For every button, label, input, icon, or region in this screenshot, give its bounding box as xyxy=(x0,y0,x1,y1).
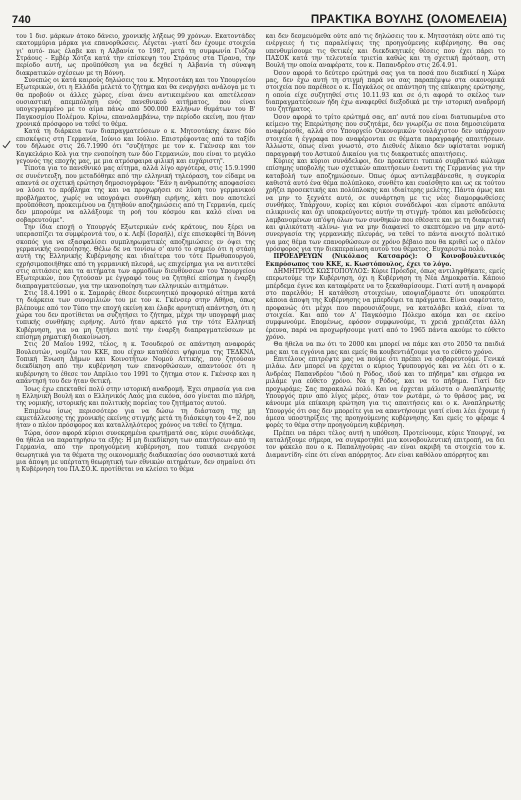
paragraph: Όσον αφορά το τρίτο ερώτημά σας, απ' αυτά που είναι διατυπωμένα στο κείμενο της Επερώτησης που συζητάμε, δεν γνωρίζω σε ποια δημοσιεύματα αναφέρεσθε, αλλά στο Υπουργείο Οικονομικών τουλάχιστον δεν υπάρχουν στοιχεία ή έγγραφα που αναφέρονται σε θέματα παραγραφής απαιτήσεων. Άλλωστε, όπως είναι γνωστό, στο Διεθνές Δίκαιο δεν υφίσταται νομική παραγραφή του Αστικού Δικαίου για τις διακρατικές απαιτήσεις. xyxy=(265,113,505,158)
page-header xyxy=(12,9,507,27)
paragraph: Θα ήθελα να πω ότι το 2000 και μπορεί να πάμε και στο 2050 τα παιδιά μας και τα εγγόνια μας και εμείς θα κουβεντιάζουμε για το εύθετο χρόνο. xyxy=(265,341,505,356)
right-column xyxy=(266,33,506,786)
paragraph: Στις 20 Μαΐου 1992, τέλος, η κ. Τσουδερού σε απάντηση αναφοράς Βουλευτών, νομίζω του ΚΚΕ, που είχαν καταθέσει ψήφισμα της ΤΕΔΚΝΑ, Τοπική Ένωση Δήμων και Κοινοτήτων Νομού Αττικής, που ζητούσαν διεκδίκηση από την κυβέρνηση των επανορθώσεων, απαντούσε ότι η κυβέρνηση το έθεσε τον Απρίλιο του 1991 το ζήτημα στον κ. Γκένσερ και η απάντησή του δεν ήταν θετική. xyxy=(16,341,256,386)
paragraph: Τίποτα για το πανεθνικό μας αίτημα, αλλά λίγο αργότερα, στις 15.9.1990 σε συνέντευξη, που μεταδόθηκε από την ελληνική τηλεόραση, τον είδαμε να απαντά σε σχετική ερώτηση δημοσιογράφου: "Εάν η ανθρωπότης αποφασίσει να λύσει το πρόβλημα της και να προχωρήσει σε λύση του γερμανικού προβλήματος, χωρίς να υπογράψει συνθήκη ειρήνης, κάτι που αποτελεί προϋπόθεση, προκειμένου να ζητηθούν αποζημιώσεις από τη Γερμανία, εμείς δεν μπορούμε να αλλάξουμε τη ροή του κόσμου και καλό είναι να σοβαρευτούμε". xyxy=(16,165,256,224)
page-title: ΠΡΑΚΤΙΚΑ ΒΟΥΛΗΣ (ΟΛΟΜΕΛΕΙΑ) xyxy=(310,14,507,26)
speaker-paragraph: ΠΡΟΕΔΡΕΥΩΝ (Νικόλαος Κατσαρός): Ο Κοινοβουλευτικός Εκπρόσωπος του ΚΚΕ, κ. Κωστόπουλος, έχει το λόγο. xyxy=(265,253,505,268)
paragraph: Συνεπώς οι κατά καιρούς δηλώσεις του κ. Μητσοτάκη και του Υπουργείου Εξωτερικών, ότι η Ελλάδα μελετά το ζήτημα και θα ενεργήσει ανάλογα με τι θα προβούν οι άλλες χώρες, είναι άνευ αντικειμένου και απετέλεσαν ουσιαστική απεμπόληση ενός πανεθνικού αιτήματος, που είναι υπογεγραμμένο με το αίμα πάνω από 500.000 Ελλήνων θυμάτων του Β' Παγκοσμίου Πολέμου. Κρίνω, επαναλαμβάνω, την περίοδο εκείνη, που ήταν χρονικά πρόσφορο να τεθεί το θέμα. xyxy=(16,77,256,129)
paragraph: Όσον αφορά το δεύτερο ερώτημά σας για τα ποσά που διεκδικεί η Χώρα μας, δεν έχω αυτή τη στιγμή παρά να σας παραπέμψω στα οικονομικά στοιχεία που παρέθεσε ο κ. Παγκάλος σε απάντηση της επίκαιρης ερώτησης, η οποία είχε συζητηθεί στις 10.11.93 και σε ό,τι αφορά το σκέλος των διαπραγματεύσεων ήδη έχω αναφερθεί διεξοδικά με την ιστορική αναδρομή του ζητήματος. xyxy=(265,69,505,114)
paragraph: του 1 δισ. μάρκων άτοκο δάνειο, χρονικής λήξεως 99 χρόνων. Εκατοντάδες εκατομμύρια μάρκα για επανορθώσεις. Λέγεται -γιατί δεν έχουμε στοιχεία γι' αυτό- πως έλαβε και η Αλβανία το 1987, μετά τη συμφωνία Γιόζεφ Στράους - Εμβέρ Χότζα κατά την επίσκεψη του Στράους στα Τίρανα, την περίοδο αυτή, ως προϋπόθεση για να δεχθεί η Αλβανία τη σύναψη διακρατικών σχέσεων με τη Βόννη. xyxy=(16,33,256,77)
paragraph: και δεν δεσμευόμεθα ούτε από τις δηλώσεις του κ. Μητσοτάκη ούτε από τις ενέργειες ή τις παραλείψεις της προηγούμενης κυβέρνησης. Θα σας υπενθυμίσουμε τις θετικές και διεκδικητικές θέσεις που έχει πάρει το ΠΑΣΟΚ κατά την τελευταία τριετία καθώς και τη σχετική πρόταση, στη Βουλή την οποία αναφέρατε, του κ. Παπανδρέου στις 26.4.91. xyxy=(265,33,505,70)
paragraph: Στις 18.4.1991 ο κ. Σαμαράς έθεσε διερευνητικό προφορικό αίτημα κατά τη διάρκεια των συνομιλιών του με τον κ. Γκένσερ στην Αθήνα, όπως βλέπουμε από τον Τύπο την εποχή εκείνη και έλαβε αρνητική απάντηση, ότι η χώρα του δεν προτίθεται να συζητήσει το ζήτημα, μέχρι την υπογραφή μιας τυπικής συνθήκης ειρήνης. Αυτό ήταν αρκετό για την τότε Ελληνική Κυβέρνηση, για να μη ζητήσει ποτέ την έναρξη διαπραγματεύσεων με επίσημη ρηματική διακοίνωση. xyxy=(16,290,256,342)
paragraph: Τώρα, όσον αφορά κύριοι συνεκρημένα ερωτήματά σας, κύριε συνάδελφε, θα ήθελα να παρατηρήσω τα εξής: Η μη διεκδίκηση των απαιτήσεων από τη Γερμανία, από την προηγούμενη κυβέρνηση, που τυπικά ενεργούσε θεωρητικά για τα θέματα της οικονομικής διαδικασίας όσο ουσιαστικά κατά μια άποψη με υπέρτατη θεωρητική των εθνικών αιτημάτων, δεν σημαίνει ότι η Κυβέρνηση του ΠΑ.ΣΟ.Κ. προτίθεται να κλείσει το θέμα xyxy=(16,429,256,474)
paragraph: Κατά τη διάρκεια των διαπραγματεύσεων ο κ. Μητσοτάκης έκανε δύο επισκέψεις στη Γερμανία, Ιούνιο και Ιούλιο. Επιστρέφοντας από το ταξίδι του δήλωσε στις 26.7.1990 ότι "συζήτησε με τον κ. Γκένσερ και τον Καγκελάριο Κολ για την ενοποίηση των δύο Γερμανιών, που είναι το μεγάλο γεγονός της εποχής μας, με μια ατμόσφαιρα φιλική και ευχάριστη". xyxy=(16,128,256,165)
paragraph: Κύριες και κύριοι συνάδελφοι, δεν προκύπτει τυπικό συμβατικό κώλυμα επίσημης υποβολής των σχετικών απαιτήσεων έναντι της Γερμανίας για την καταβολή των αποζημιώσεων. Όπως όμως αντιλαμβάνεσθε, η συγκυρία καθιστά αυτό ένα θέμα πολύπλοκο, συνθέτο και ευαίσθητο και ως εκ τούτου χρήζει προσεκτικής και πολύπλοκης και ιδιαίτερης μελέτης. Πάντα όμως και να μην το ξεχνάτε αυτό, σε συνάρτηση με τις νέες διαμορφωθείσες συνθήκες. Υπάρχουν, κυρίες και κύριοι συνάδελφοι -και είμαστε απόλυτα ειλικρινείς και όχι υποκρεύγοντες αυτήν τη στιγμή- τρόποι και μεθοδεύσεις λαμβανομένων υπ'όψη όλων των συνθηκών που εθέσατε και με τη διακριτική και φιλικότατη -κλίνω- για να μην διαφανεί το σκεπτόμενο να μην αυτό- συνεργασία της γερμανικής πλευράς, να τεθεί το πάντα ανοιχτό πολιτικό για μας θέμα των επανορθώσεων σε χρόνο βέβαιο που θα κριθεί ως ο πλέον πρόσφορος για την διεκπεραίωση αυτού του θέματος. Ευχαριστώ πολύ. xyxy=(265,157,505,253)
handwritten-check-mark-icon xyxy=(2,140,11,149)
paragraph: Επιτέλους επιτρέψτε μας να πούμε ότι πρέπει να σοβαρευτούμε. Γενικά μιλάω. Δεν μπορεί να έρχεται ο κύριος Υφυπουργός και να λέει ότι ο κ. Ανδρέας Παπανδρέου "ιδού η Ρόδος, ιδού και το πήδημα" και σήμερα να μιλάμε για εύθετο χρόνο. Να η Ρόδος, και να το πήδημα. Γιατί δεν προχωράμε; Σας παρακαλώ πολύ. Και να έρχεται μάλιστα ο Αναπληρωτής Υπουργός πριν από λίγες μέρες, όταν τον ρωτάμε, ώ το θράσος μας, να κάνουμε μία επίκαιρη ερώτηση για τις απαιτήσεις και ο κ. Αναπληρωτής Υπουργός ότι σας δεν μπορείτε για να απαντήσουμε γιατί είναι λέει έχουμε ή άμεσα υποστηρίξεις της προηγούμενης κυβέρνησης. Και εμείς το φέραμε 4 φορές το θέμα στην προηγούμενη κυβέρνηση. xyxy=(265,356,505,430)
paragraph: Ίσως έχω επεκταθεί πολύ στην ιστορική αναδρομή. Έχει σημασία για ενα η Ελληνική Βουλή και ο Ελληνικός Λαός μια εικόνα, όσο γίνεται πιο πλήρη, της νομικής, ιστορικής και πολιτικής πορείας του ζητήματος αυτού. xyxy=(16,385,256,408)
paragraph: Την ίδια εποχή ο Υπουργός Εξωτερικών ενός κράτους, που ξέρει να υπερασπίζει τα συμφέροντά του, ο κ. Λεβί (Ισραήλ), είχε επισκεφθεί τη Βόννη σκοπός για να εξασφαλίσει συμπληρωματικές αποζημιώσεις εν όψει της γερμανικής ενοποίησης. Θέλω δε να τονίσω σ' αυτό το σημείο ότι η στάση αυτή της Ελληνικής Κυβέρνησης και ιδιαίτερα του τότε Πρωθυπουργού, εχρήσιμοποιήθηκε από τη γερμανική πλευρά, ως επιχείρημα για να αντιτεθεί στις αιτιάσεις και τα αιτήματα των αρμοδίων διευθύνσεων του Υπουργείου Εξωτερικών, που ζητούσαν με έγγραφό τους να ζητηθεί επίσημα η έναρξη διαπραγματεύσεων, για την ικανοποίηση των ελληνικών αιτημάτων. xyxy=(16,223,256,290)
paragraph: Πρέπει να πάρει τέλος αυτή η υπόθεση. Προτείνουμε, κύριε Υπουργέ, να καταλήξουμε σήμερα, να συγκροτηθεί μια κοινοβουλευτική επιτροπή, να δει τον φάκελο που ο κ. Παπαληγούρας -αν είναι ακριβή τα στοιχεία του κ. Διαμαντίδη- είπε ότι είναι απόρρητος. Δεν είναι καθόλου απόρρητος και xyxy=(265,429,505,459)
paragraph: ΔΗΜΗΤΡΙΟΣ ΚΩΣΤΟΠΟΥΛΟΣ: Κύριε Πρόεδρε, όπως αντιληφθήκατε, εμείς επερωτούμε την Κυβέρνηση, όχι η Κυβέρνηση τη Νέα Δημοκρατία. Κάποιο μπέρδεμα έγινε και καταφέρατε να το ξεκαθαρίσουμε. Γιατί αυτή η αναφορά στο παρελθόν; Η κατάθεση στοιχείων, υποψιαζόμαστε ότι υποκρύπτει κάποια άποψη της Κυβέρνησης να μπερδέψει τα πράγματα. Είναι σαφέστατο, προφανώς ότι μέχρι που παρουσιάζουμε, να καταλάβει καλά, είναι τα στοιχεία. Και από τον Α' Παγκόσμιο Πόλεμο ακόμα και σε εκείνο συμφωνούμε. Επομένως, εφόσον συμφωνούμε, τι χρειά χρειάζεται άλλη έρευνα, παρά να προχωρήσουμε γιατί από το 1965 πάντα ακούμε το εύθετο χρόνο. xyxy=(265,268,505,342)
paragraph: Επιμένω ίσως περισσότερο για να δώσω τη διάσταση της μη εκμετάλλευσης της χρονικής εκείνης στιγμής μετά τη διάσκεψη του 4+2, που ήταν ο πλέον πρόσφορος και καταλληλότερος χρόνος να τεθεί το ζήτημα. xyxy=(16,407,256,430)
text-columns xyxy=(16,33,505,786)
left-column xyxy=(16,33,256,786)
page-number: 740 xyxy=(12,14,31,26)
